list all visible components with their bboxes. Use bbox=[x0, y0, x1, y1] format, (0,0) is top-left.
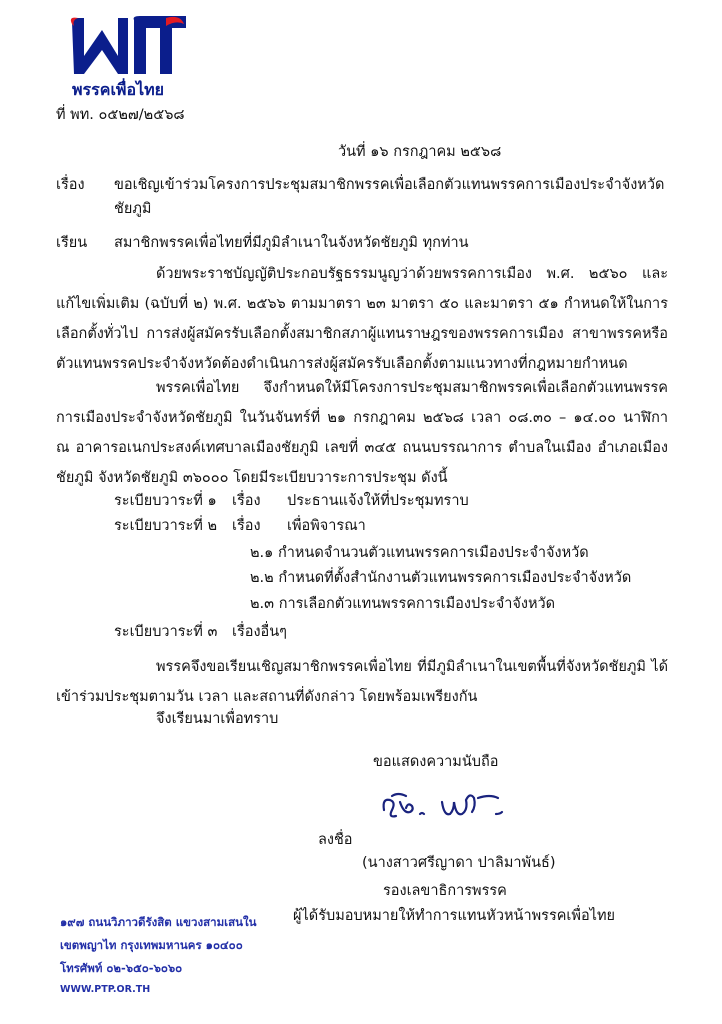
footer-address-line-2: เขตพญาไท กรุงเทพมหานคร ๑๐๔๐๐ bbox=[60, 938, 243, 952]
paragraph-1 bbox=[56, 259, 668, 379]
handwritten-signature-icon bbox=[378, 788, 528, 828]
agenda-item-2-topic: เพื่อพิจารณา bbox=[287, 518, 366, 534]
agenda-item-3-label: ระเบียบวาระที่ ๓ bbox=[114, 624, 218, 640]
agenda-item-1-label: ระเบียบวาระที่ ๑ bbox=[114, 493, 217, 509]
agenda-subitem-2-3: ๒.๓ การเลือกตัวแทนพรรคการเมืองประจำจังหวัด bbox=[250, 596, 556, 612]
signer-role: ผู้ได้รับมอบหมายให้ทำการแทนหัวหน้าพรรคเพื่อไทย bbox=[293, 908, 616, 924]
agenda-subitem-2-1: ๒.๑ กำหนดจำนวนตัวแทนพรรคการเมืองประจำจังหวัด bbox=[250, 545, 589, 561]
paragraph-3-line: เข้าร่วมประชุมตามวัน เวลา และสถานที่ดังกล่าว โดยพร้อมเพรียงกัน bbox=[56, 689, 478, 705]
paragraph-3 bbox=[56, 652, 668, 712]
paragraph-2 bbox=[56, 373, 668, 493]
signer-title: รองเลขาธิการพรรค bbox=[383, 883, 507, 899]
footer-address-line-1: ๑๙๗ ถนนวิภาวดีรังสิต แขวงสามเสนใน bbox=[60, 915, 257, 929]
subject-line-1: ขอเชิญเข้าร่วมโครงการประชุมสมาชิกพรรคเพื่อเลือกตัวแทนพรรคการเมืองประจำจังหวัด bbox=[114, 177, 665, 193]
subject-label: เรื่อง bbox=[56, 177, 85, 193]
paragraph-1-line: แก้ไขเพิ่มเติม (ฉบับที่ ๒) พ.ศ. ๒๕๖๖ ตามมาตรา ๒๓ มาตรา ๕๐ และมาตรา ๕๑ กำหนดให้ในการ bbox=[56, 296, 668, 312]
agenda-item-2-topic-label: เรื่อง bbox=[232, 518, 261, 534]
closing-text: จึงเรียนมาเพื่อทราบ bbox=[156, 711, 279, 727]
agenda-item-1-topic-label: เรื่อง bbox=[232, 493, 261, 509]
paragraph-2-line: ชัยภูมิ จังหวัดชัยภูมิ ๓๖๐๐๐ โดยมีระเบียบวาระการประชุม ดังนี้ bbox=[56, 470, 448, 486]
signer-name: (นางสาวศรีญาดา ปาลิมาพันธ์) bbox=[362, 855, 556, 871]
footer-phone: โทรศัพท์ ๐๒-๖๕๐-๖๐๖๐ bbox=[60, 961, 183, 975]
regards-text: ขอแสดงความนับถือ bbox=[373, 754, 499, 770]
footer-website-link[interactable]: WWW.PTP.OR.TH bbox=[60, 984, 151, 995]
paragraph-1-line: ตัวแทนพรรคประจำจังหวัดต้องดำเนินการส่งผู้สมัครรับเลือกตั้งตามแนวทางที่กฎหมายกำหนด bbox=[56, 356, 628, 372]
paragraph-1-line: เลือกตั้งทั่วไป การส่งผู้สมัครรับเลือกตั้งสมาชิกสภาผู้แทนราษฎรของพรรคการเมือง สาขาพรรคหรือ bbox=[56, 326, 668, 342]
paragraph-2-line: พรรคเพื่อไทย จึงกำหนดให้มีโครงการประชุมสมาชิกพรรคเพื่อเลือกตัวแทนพรรค bbox=[156, 380, 668, 396]
agenda-subitem-2-2: ๒.๒ กำหนดที่ตั้งสำนักงานตัวแทนพรรคการเมืองประจำจังหวัด bbox=[250, 570, 632, 586]
agenda-item-1-topic: ประธานแจ้งให้ที่ประชุมทราบ bbox=[287, 493, 469, 509]
party-logo-mark-icon bbox=[68, 16, 188, 78]
paragraph-3-line: พรรคจึงขอเรียนเชิญสมาชิกพรรคเพื่อไทย ที่มีภูมิลำเนาในเขตพื้นที่จังหวัดชัยภูมิ ได้ bbox=[156, 659, 668, 675]
subject-line-2: ชัยภูมิ bbox=[114, 201, 152, 217]
paragraph-2-line: ณ อาคารอเนกประสงค์เทศบาลเมืองชัยภูมิ เลขที่ ๓๔๕ ถนนบรรณาการ ตำบลในเมือง อำเภอเมือง bbox=[56, 440, 668, 456]
agenda-item-3-topic-label: เรื่องอื่นๆ bbox=[232, 624, 287, 640]
signature-label: ลงชื่อ bbox=[318, 832, 353, 848]
document-number: ที่ พท. ๐๕๒๗/๒๕๖๘ bbox=[56, 107, 185, 123]
agenda-item-2-label: ระเบียบวาระที่ ๒ bbox=[114, 518, 218, 534]
recipient-text: สมาชิกพรรคเพื่อไทยที่มีภูมิลำเนาในจังหวัดชัยภูมิ ทุกท่าน bbox=[114, 235, 469, 251]
paragraph-2-line: การเมืองประจำจังหวัดชัยภูมิ ในวันจันทร์ที่ ๒๑ กรกฎาคม ๒๕๖๘ เวลา ๐๘.๓๐ – ๑๔.๐๐ นาฬิกา bbox=[56, 410, 668, 426]
document-date: วันที่ ๑๖ กรกฎาคม ๒๕๖๘ bbox=[338, 144, 502, 160]
party-logo bbox=[68, 16, 188, 98]
paragraph-1-line: ด้วยพระราชบัญญัติประกอบรัฐธรรมนูญว่าด้วยพรรคการเมือง พ.ศ. ๒๕๖๐ และ bbox=[156, 266, 668, 282]
recipient-label: เรียน bbox=[56, 235, 88, 251]
party-logo-text: พรรคเพื่อไทย bbox=[72, 80, 165, 99]
